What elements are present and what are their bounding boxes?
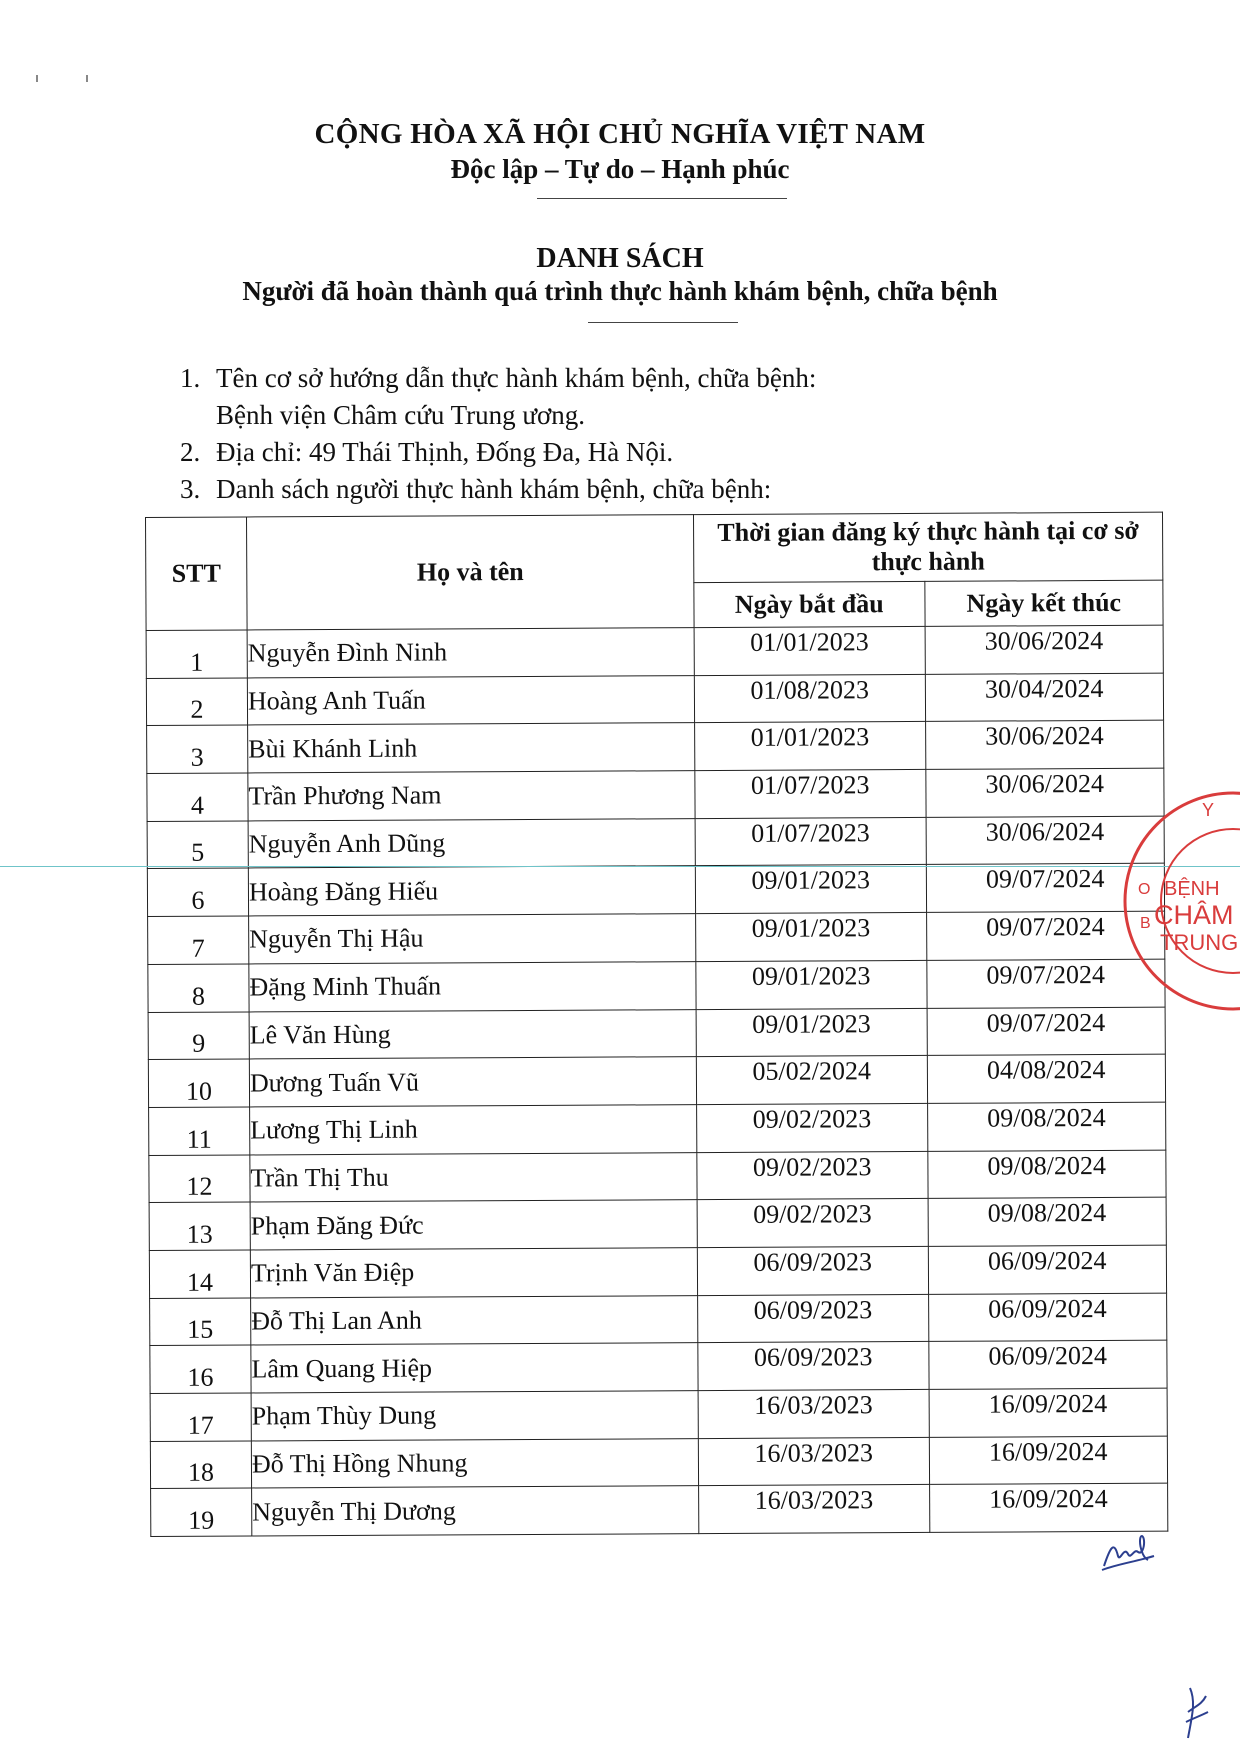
seal-text-mid: CHÂM	[1154, 900, 1234, 930]
row-name: Nguyễn Thị Hậu	[249, 914, 696, 964]
table-row	[147, 768, 1164, 821]
table-body	[146, 625, 1168, 1536]
table-row	[149, 1150, 1166, 1203]
row-start-date: 05/02/2024	[696, 1056, 927, 1105]
table-row	[146, 625, 1163, 678]
row-end-date: 06/09/2024	[928, 1245, 1167, 1294]
row-end-date: 09/08/2024	[927, 1102, 1166, 1151]
header-end-date: Ngày kết thúc	[924, 580, 1163, 627]
row-stt: 11	[149, 1107, 250, 1155]
info-item	[180, 360, 816, 434]
seal-rim-mark: Y	[1202, 800, 1215, 820]
row-end-date: 30/06/2024	[925, 721, 1164, 770]
table-row	[150, 1388, 1167, 1441]
row-start-date: 01/07/2023	[695, 817, 926, 866]
table-row	[147, 816, 1164, 869]
header-name: Họ và tên	[247, 515, 695, 630]
row-start-date: 06/09/2023	[698, 1294, 929, 1343]
info-number: 1.	[180, 363, 201, 393]
row-stt: 13	[149, 1202, 250, 1250]
row-start-date: 01/01/2023	[695, 722, 926, 771]
info-text: Bệnh viện Châm cứu Trung ương.	[216, 400, 586, 430]
row-name: Lương Thị Linh	[250, 1104, 697, 1154]
info-item	[180, 434, 816, 471]
national-title: CỘNG HÒA XÃ HỘI CHỦ NGHĨA VIỆT NAM	[314, 118, 926, 150]
header-divider	[537, 198, 787, 199]
info-number: 2.	[180, 437, 201, 467]
row-name: Phạm Đăng Đức	[250, 1200, 697, 1250]
practitioner-table	[145, 512, 1168, 1537]
table-row	[149, 1197, 1166, 1250]
scan-artifact-line	[0, 866, 1240, 867]
seal-rim-mark: B	[1140, 915, 1151, 932]
row-name: Dương Tuấn Vũ	[249, 1057, 696, 1107]
row-end-date: 04/08/2024	[927, 1054, 1166, 1103]
row-end-date: 16/09/2024	[929, 1436, 1168, 1485]
row-name: Nguyễn Anh Dũng	[248, 818, 695, 868]
row-end-date: 16/09/2024	[929, 1484, 1168, 1533]
handwritten-mark	[1182, 1682, 1212, 1742]
row-start-date: 09/01/2023	[696, 960, 927, 1009]
row-end-date: 06/09/2024	[928, 1340, 1167, 1389]
row-start-date: 09/02/2023	[697, 1199, 928, 1248]
row-name: Nguyễn Thị Dương	[252, 1486, 699, 1536]
row-end-date: 30/06/2024	[925, 625, 1164, 674]
table-row	[150, 1340, 1167, 1393]
row-end-date: 30/04/2024	[925, 673, 1164, 722]
row-start-date: 16/03/2023	[698, 1389, 929, 1438]
document-subtitle: Người đã hoàn thành quá trình thực hành khám bệnh, chữa bệnh	[242, 276, 998, 306]
row-stt: 10	[148, 1059, 249, 1107]
row-end-date: 09/07/2024	[926, 959, 1165, 1008]
row-name: Hoàng Anh Tuấn	[247, 675, 694, 725]
row-stt: 17	[150, 1393, 251, 1441]
info-text: Danh sách người thực hành khám bệnh, chữa bệnh:	[216, 474, 772, 504]
row-stt: 18	[150, 1441, 251, 1489]
row-start-date: 01/07/2023	[695, 769, 926, 818]
seal-text-top: BỆNH	[1164, 878, 1220, 900]
row-stt: 15	[150, 1298, 251, 1346]
seal-rim-mark: O	[1138, 881, 1151, 898]
row-start-date: 09/02/2023	[697, 1103, 928, 1152]
table-row	[148, 959, 1165, 1012]
row-stt: 2	[146, 678, 247, 726]
row-start-date: 01/01/2023	[694, 626, 925, 675]
title-divider	[588, 322, 738, 323]
row-stt: 6	[147, 868, 248, 916]
official-seal	[1118, 786, 1240, 1016]
table-row	[151, 1484, 1168, 1537]
row-start-date: 09/01/2023	[695, 865, 926, 914]
row-name: Đặng Minh Thuấn	[249, 961, 696, 1011]
national-motto: Độc lập – Tự do – Hạnh phúc	[450, 154, 790, 184]
table-row	[147, 864, 1164, 917]
info-item	[180, 471, 816, 508]
row-start-date: 09/02/2023	[697, 1151, 928, 1200]
document-title: DANH SÁCH	[536, 243, 704, 274]
row-start-date: 09/01/2023	[696, 1008, 927, 1057]
row-name: Đỗ Thị Hồng Nhung	[251, 1438, 698, 1488]
row-stt: 16	[150, 1345, 251, 1393]
row-name: Phạm Thùy Dung	[251, 1391, 698, 1441]
row-end-date: 09/08/2024	[927, 1150, 1166, 1199]
row-start-date: 06/09/2023	[697, 1246, 928, 1295]
table-row	[148, 911, 1165, 964]
row-start-date: 16/03/2023	[699, 1485, 930, 1534]
row-start-date: 09/01/2023	[696, 913, 927, 962]
row-name: Trịnh Văn Điệp	[250, 1248, 697, 1298]
row-end-date: 30/06/2024	[926, 816, 1165, 865]
row-end-date: 09/07/2024	[926, 911, 1165, 960]
row-stt: 19	[151, 1488, 252, 1536]
header-stt: STT	[146, 517, 248, 631]
row-end-date: 09/07/2024	[926, 864, 1165, 913]
table-row	[149, 1245, 1166, 1298]
row-end-date: 09/08/2024	[928, 1197, 1167, 1246]
row-name: Bùi Khánh Linh	[248, 723, 695, 773]
info-text: Địa chỉ: 49 Thái Thịnh, Đống Đa, Hà Nội.	[216, 437, 674, 467]
row-start-date: 06/09/2023	[698, 1342, 929, 1391]
row-end-date: 30/06/2024	[925, 768, 1164, 817]
table-row	[147, 721, 1164, 774]
seal-text-bottom: TRUNG	[1160, 930, 1239, 955]
row-end-date: 06/09/2024	[928, 1293, 1167, 1342]
table-row	[148, 1007, 1165, 1060]
row-end-date: 09/07/2024	[927, 1007, 1166, 1056]
row-name: Lê Văn Hùng	[249, 1009, 696, 1059]
info-number: 3.	[180, 474, 201, 504]
info-list	[180, 360, 816, 508]
info-text: Tên cơ sở hướng dẫn thực hành khám bệnh, chữa bệnh:	[216, 363, 817, 393]
table-row	[149, 1102, 1166, 1155]
row-stt: 1	[146, 630, 247, 678]
table-row	[150, 1293, 1167, 1346]
row-start-date: 01/08/2023	[694, 674, 925, 723]
row-name: Nguyễn Đình Ninh	[247, 628, 694, 678]
row-name: Trần Thị Thu	[250, 1152, 697, 1202]
row-stt: 4	[147, 773, 248, 821]
row-stt: 5	[147, 821, 248, 869]
row-stt: 14	[149, 1250, 250, 1298]
signature-initials	[1098, 1526, 1158, 1576]
scan-speck	[86, 75, 88, 82]
row-name: Hoàng Đăng Hiếu	[248, 866, 695, 916]
row-stt: 9	[148, 1011, 249, 1059]
row-name: Lâm Quang Hiệp	[251, 1343, 698, 1393]
row-stt: 8	[148, 964, 249, 1012]
scan-speck	[36, 75, 38, 82]
table-row	[150, 1436, 1167, 1489]
row-end-date: 16/09/2024	[929, 1388, 1168, 1437]
table-row	[148, 1054, 1165, 1107]
row-start-date: 16/03/2023	[698, 1437, 929, 1486]
row-name: Trần Phương Nam	[248, 771, 695, 821]
header-period: Thời gian đăng ký thực hành tại cơ sở thực hành	[693, 512, 1162, 582]
row-name: Đỗ Thị Lan Anh	[251, 1295, 698, 1345]
row-stt: 3	[147, 725, 248, 773]
table-row	[146, 673, 1163, 726]
row-stt: 7	[148, 916, 249, 964]
row-stt: 12	[149, 1155, 250, 1203]
header-start-date: Ngày bắt đầu	[694, 581, 925, 628]
